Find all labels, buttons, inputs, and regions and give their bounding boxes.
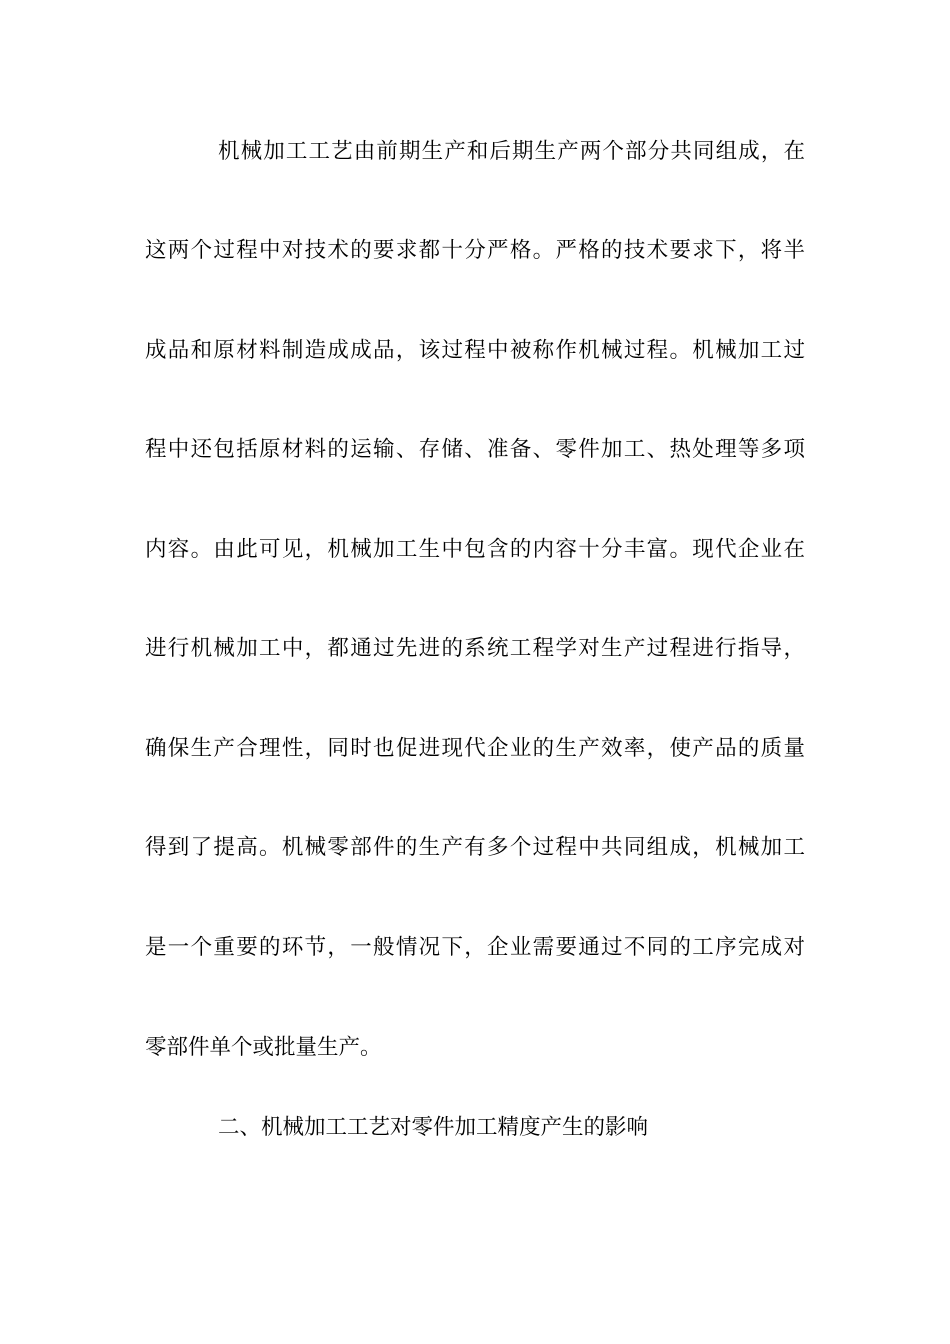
paragraph-line: 程中还包括原材料的运输、存储、准备、零件加工、热处理等多项	[145, 437, 805, 462]
paragraph-line: 这两个过程中对技术的要求都十分严格。严格的技术要求下，将半	[145, 238, 805, 263]
paragraph-line: 内容。由此可见，机械加工生中包含的内容十分丰富。现代企业在	[145, 537, 805, 562]
paragraph-line: 零部件单个或批量生产。	[145, 1035, 382, 1060]
paragraph-line: 得到了提高。机械零部件的生产有多个过程中共同组成，机械加工	[145, 835, 805, 860]
section-heading: 二、机械加工工艺对零件加工精度产生的影响	[218, 1115, 649, 1140]
paragraph-line: 成品和原材料制造成成品，该过程中被称作机械过程。机械加工过	[145, 338, 805, 363]
paragraph-line: 确保生产合理性，同时也促进现代企业的生产效率，使产品的质量	[145, 736, 805, 761]
paragraph-line: 进行机械加工中，都通过先进的系统工程学对生产过程进行指导，	[145, 636, 805, 661]
paragraph-line: 机械加工工艺由前期生产和后期生产两个部分共同组成，在	[218, 139, 805, 164]
paragraph-line: 是一个重要的环节，一般情况下，企业需要通过不同的工序完成对	[145, 935, 805, 960]
